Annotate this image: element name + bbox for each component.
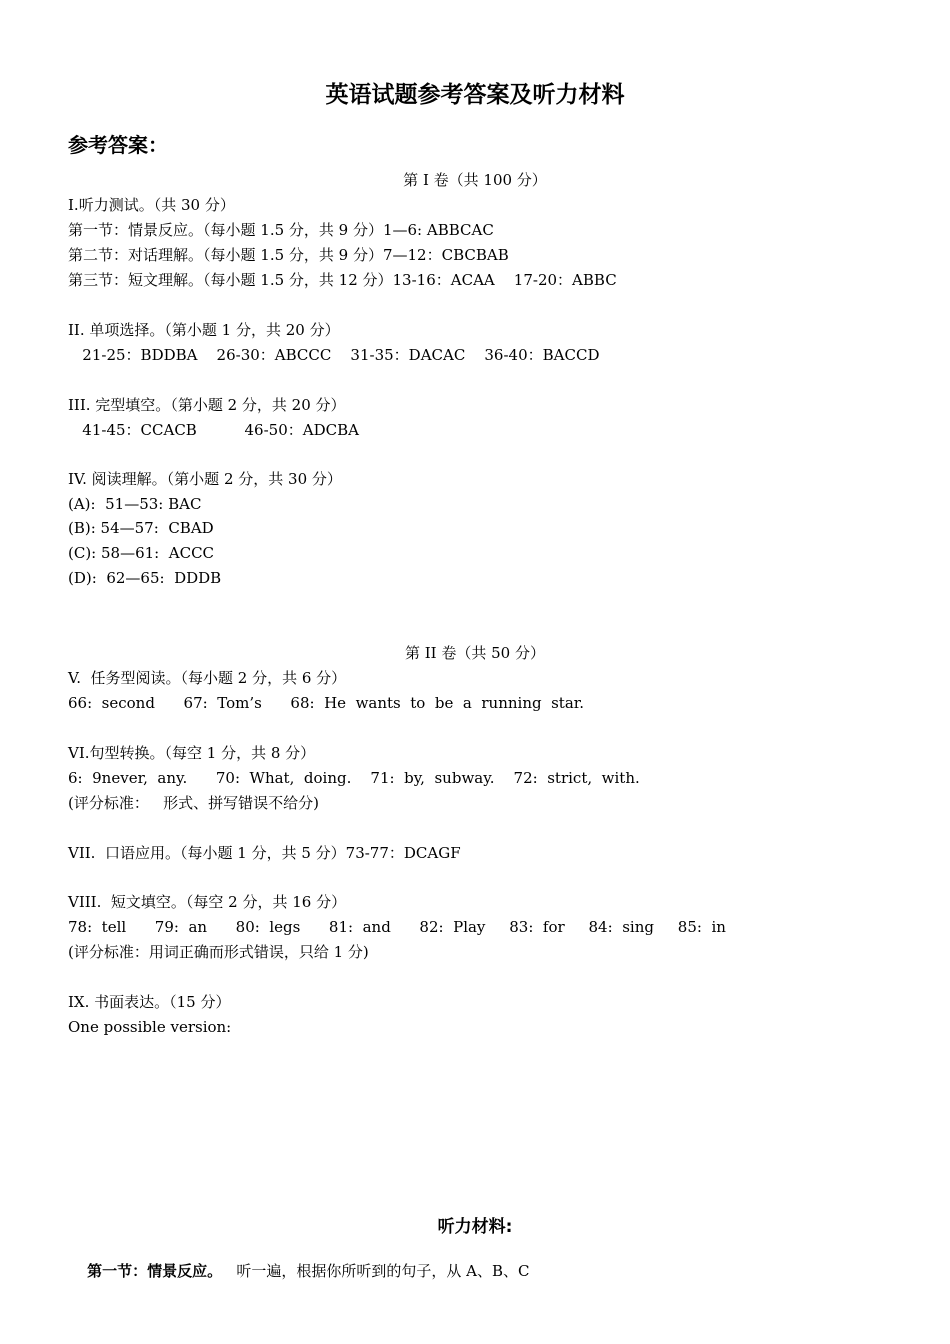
part2-line: 6: 9never, any. 70: What, doing. 71: by, subway. 72: strict, with. xyxy=(68,769,640,787)
listening-section-line xyxy=(68,1241,530,1301)
part1-line: 41-45：CCACB 46-50：ADCBA xyxy=(68,421,359,439)
listening-section-label: 第一节：情景反应。 xyxy=(87,1262,223,1280)
part1-line: (C): 58—61: ACCC xyxy=(68,544,215,562)
part1-line: 第二节：对话理解。（每小题 1.5 分，共 9 分）7—12：CBCBAB xyxy=(68,246,509,264)
part1-line: 第三节：短文理解。（每小题 1.5 分，共 12 分）13-16：ACAA 17-20：ABBC xyxy=(68,271,617,289)
part1-line: (B): 54—57: CBAD xyxy=(68,519,214,537)
listening-title: 听力材料: xyxy=(437,1217,513,1237)
page-title: 英语试题参考答案及听力材料 xyxy=(325,82,625,108)
part2-line: VI.句型转换。（每空 1 分，共 8 分） xyxy=(68,744,316,762)
part2-line: 78: tell 79: an 80: legs 81: and 82: Play 83: for 84: sing 85: in xyxy=(68,918,726,936)
part2-line: VII. 口语应用。（每小题 1 分，共 5 分）73-77：DCAGF xyxy=(68,844,461,862)
part2-line: IX. 书面表达。（15 分） xyxy=(68,993,231,1011)
part1-line: I.听力测试。（共 30 分） xyxy=(68,196,235,214)
part1-line: 第一节：情景反应。（每小题 1.5 分，共 9 分）1—6: ABBCAC xyxy=(68,221,494,239)
part1-line: II. 单项选择。（第小题 1 分，共 20 分） xyxy=(68,321,340,339)
part2-line: VIII. 短文填空。（每空 2 分，共 16 分） xyxy=(68,893,347,911)
part2-line: (评分标准：用词正确而形式错误，只给 1 分) xyxy=(68,943,369,961)
part2-line: One possible version: xyxy=(68,1018,232,1036)
part1-line: IV. 阅读理解。（第小题 2 分，共 30 分） xyxy=(68,470,342,488)
part1-line: (A): 51—53: BAC xyxy=(68,495,202,513)
part2-heading: 第 II 卷（共 50 分） xyxy=(404,644,545,662)
part1-line: 21-25：BDDBA 26-30：ABCCC 31-35：DACAC 36-40：BACCD xyxy=(68,346,600,364)
part2-line: V. 任务型阅读。（每小题 2 分，共 6 分） xyxy=(68,669,347,687)
part2-line: (评分标准： 形式、拼写错误不给分) xyxy=(68,794,320,812)
part1-heading: 第 I 卷（共 100 分） xyxy=(403,171,547,189)
part1-line: (D): 62—65: DDDB xyxy=(68,569,222,587)
listening-section-text: 听一遍，根据你所听到的句子，从 A、B、C xyxy=(222,1262,530,1280)
part2-line: 66: second 67: Tom’s 68: He wants to be a running star. xyxy=(68,694,585,712)
part1-line: III. 完型填空。（第小题 2 分，共 20 分） xyxy=(68,396,346,414)
answers-heading: 参考答案： xyxy=(68,133,168,157)
